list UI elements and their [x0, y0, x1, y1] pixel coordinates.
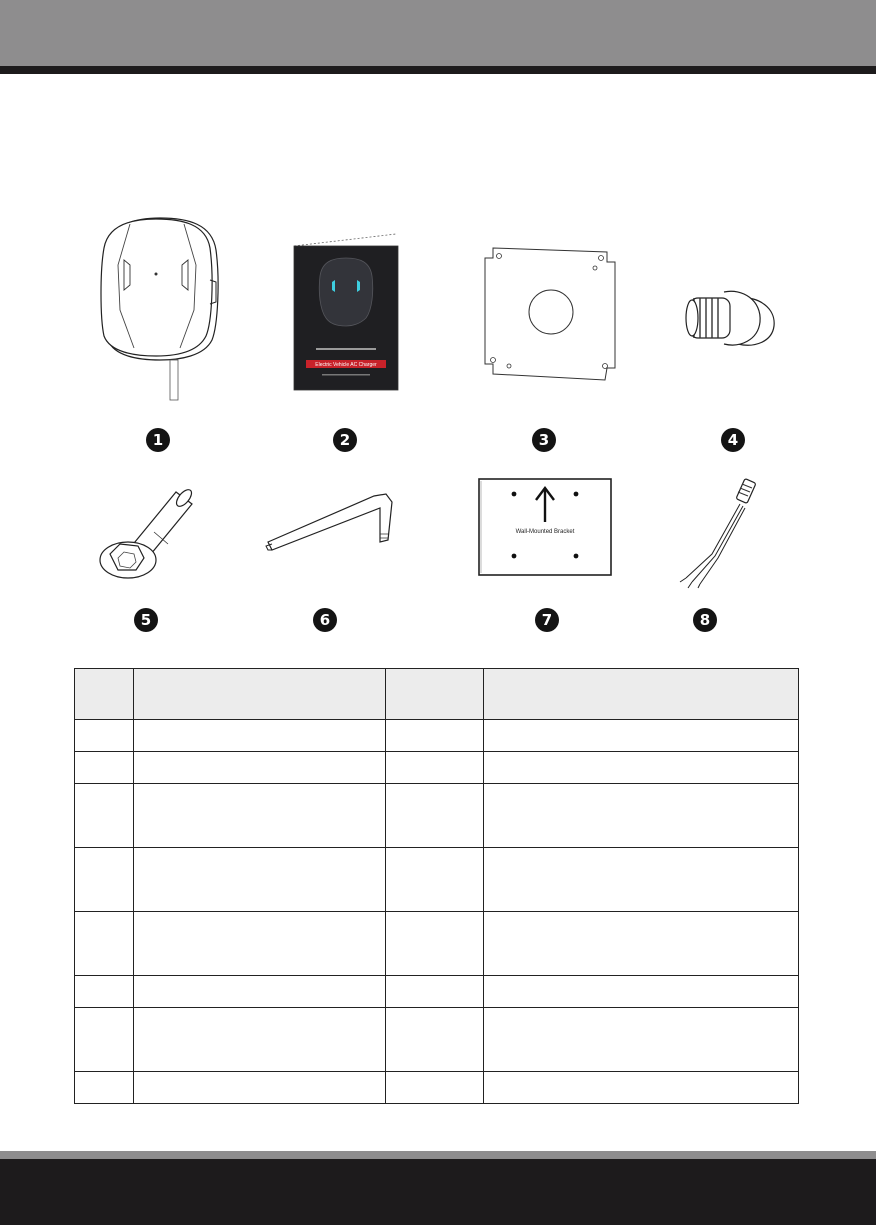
header-cell-remark: [484, 669, 799, 720]
footer-rule: [0, 1151, 876, 1159]
table-header-row: [75, 669, 799, 720]
item-number-5: 5: [134, 608, 158, 632]
header-band: [0, 0, 876, 66]
table-row: [75, 784, 799, 848]
item-number-8: 8: [693, 608, 717, 632]
header-rule: [0, 66, 876, 74]
item-number-7: 7: [535, 608, 559, 632]
signal-cable-icon: [668, 474, 768, 589]
item-number-1: 1: [146, 428, 170, 452]
manual-cover-band-text: Electric Vehicle AC Charger: [315, 362, 377, 368]
item-number-3: 3: [532, 428, 556, 452]
expansion-bolt-icon: [96, 482, 216, 587]
mounting-plate-icon: [475, 240, 625, 385]
table-row: [75, 1008, 799, 1072]
header-cell-name: [134, 669, 386, 720]
ev-charger-unit-icon: [100, 210, 225, 405]
header-cell-no: [75, 669, 134, 720]
table-row: [75, 1072, 799, 1104]
header-cell-quantity: [386, 669, 484, 720]
table-row: [75, 720, 799, 752]
table-row: [75, 912, 799, 976]
table-row: [75, 976, 799, 1008]
hex-key-icon: [262, 488, 402, 558]
template-label: Wall-Mounted Bracket: [515, 529, 575, 535]
table-row: [75, 848, 799, 912]
item-number-4: 4: [721, 428, 745, 452]
drilling-template-icon: [478, 478, 612, 576]
item-number-2: 2: [333, 428, 357, 452]
parts-table: [74, 668, 799, 1104]
table-row: [75, 752, 799, 784]
footer-band: [0, 1159, 876, 1225]
user-manual-booklet-icon: [292, 230, 400, 392]
item-number-6: 6: [313, 608, 337, 632]
cable-gland-icon: [680, 278, 780, 360]
